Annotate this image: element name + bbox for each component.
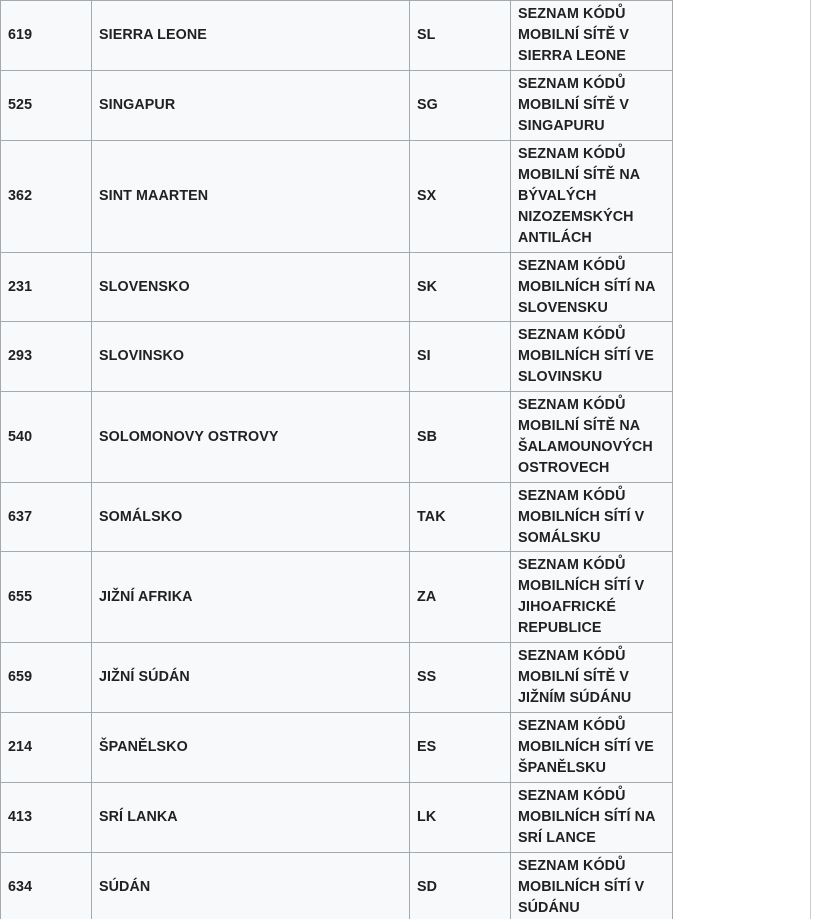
- country-cell: SIERRA LEONE: [92, 1, 410, 71]
- table-body: [1, 1, 673, 919]
- iso-code-cell: SD: [410, 853, 511, 919]
- network-list-line: MOBILNÍCH SÍTÍ VE: [518, 739, 654, 755]
- network-list-line: MOBILNÍCH SÍTÍ V: [518, 508, 645, 525]
- network-list-line: ANTILÁCH: [518, 230, 592, 246]
- network-list-line: SEZNAM KÓDŮ: [518, 557, 626, 573]
- network-list-line: MOBILNÍCH SÍTÍ NA: [518, 809, 656, 825]
- table-row: [1, 71, 673, 141]
- iso-code-cell: LK: [410, 783, 511, 853]
- table-row: [1, 392, 673, 483]
- network-list-line: NIZOZEMSKÝCH: [518, 209, 634, 225]
- iso-code-cell: SX: [410, 141, 511, 253]
- iso-code-cell: SL: [410, 1, 511, 71]
- network-list-cell: [511, 483, 673, 552]
- network-list-line: MOBILNÍCH SÍTÍ VE: [518, 348, 654, 364]
- network-list-line: SEZNAM KÓDŮ: [518, 648, 626, 664]
- network-list-line: SEZNAM KÓDŮ: [518, 718, 626, 734]
- table-row: [1, 1, 673, 71]
- country-cell: JIŽNÍ SÚDÁN: [92, 643, 410, 713]
- network-list-cell: [511, 392, 673, 483]
- country-cell: SRÍ LANKA: [92, 783, 410, 853]
- network-list-line: MOBILNÍ SÍTĚ NA: [518, 167, 641, 183]
- iso-code-cell: SK: [410, 253, 511, 322]
- network-list-line: SLOVENSKU: [518, 299, 608, 316]
- network-list-cell: [511, 643, 673, 713]
- network-list-line: SINGAPURU: [518, 118, 605, 134]
- table-row: [1, 643, 673, 713]
- network-list-cell: [511, 253, 673, 322]
- mcc-cell: 525: [1, 71, 92, 141]
- iso-code-cell: ES: [410, 713, 511, 783]
- network-list-cell: [511, 322, 673, 392]
- network-list-cell: [511, 141, 673, 253]
- mcc-cell: 293: [1, 322, 92, 392]
- network-list-line: SOMÁLSKU: [518, 529, 601, 546]
- network-list-line: MOBILNÍCH SÍTÍ NA: [518, 278, 656, 295]
- mcc-cell: 634: [1, 853, 92, 919]
- country-cell: SLOVINSKO: [92, 322, 410, 392]
- mcc-cell: 655: [1, 552, 92, 643]
- country-cell: SINT MAARTEN: [92, 141, 410, 253]
- iso-code-cell: SG: [410, 71, 511, 141]
- table-row: [1, 783, 673, 853]
- network-list-cell: [511, 1, 673, 71]
- network-list-line: MOBILNÍ SÍTĚ V: [518, 669, 630, 685]
- country-cell: JIŽNÍ AFRIKA: [92, 552, 410, 643]
- network-list-line: OSTROVECH: [518, 460, 610, 476]
- network-list-line: SEZNAM KÓDŮ: [518, 327, 626, 343]
- network-list-cell: [511, 552, 673, 643]
- network-list-cell: [511, 853, 673, 919]
- country-cell: SOMÁLSKO: [92, 483, 410, 552]
- network-list-line: SEZNAM KÓDŮ: [518, 788, 626, 804]
- table-row: [1, 141, 673, 253]
- iso-code-cell: SI: [410, 322, 511, 392]
- network-list-line: SEZNAM KÓDŮ: [518, 146, 626, 162]
- network-list-line: SÚDÁNU: [518, 900, 580, 916]
- network-list-line: ŠALAMOUNOVÝCH: [518, 439, 653, 455]
- network-list-line: SRÍ LANCE: [518, 830, 596, 846]
- network-list-line: JIŽNÍM SÚDÁNU: [518, 690, 632, 706]
- table-row: [1, 552, 673, 643]
- network-list-line: MOBILNÍ SÍTĚ V: [518, 27, 630, 43]
- table-row: [1, 713, 673, 783]
- network-list-line: SEZNAM KÓDŮ: [518, 487, 626, 504]
- mcc-cell: 362: [1, 141, 92, 253]
- iso-code-cell: SB: [410, 392, 511, 483]
- network-list-line: MOBILNÍ SÍTĚ V: [518, 97, 630, 113]
- network-list-line: SEZNAM KÓDŮ: [518, 76, 626, 92]
- mcc-cell: 540: [1, 392, 92, 483]
- network-list-cell: [511, 783, 673, 853]
- network-list-line: SEZNAM KÓDŮ: [518, 6, 626, 22]
- network-list-line: SEZNAM KÓDŮ: [518, 257, 626, 274]
- mcc-cell: 659: [1, 643, 92, 713]
- content-divider: [810, 0, 811, 919]
- iso-code-cell: ZA: [410, 552, 511, 643]
- network-list-line: ŠPANĚLSKU: [518, 760, 607, 776]
- network-list-line: SLOVINSKU: [518, 369, 603, 385]
- network-list-line: SEZNAM KÓDŮ: [518, 397, 626, 413]
- country-cell: SÚDÁN: [92, 853, 410, 919]
- mcc-cell: 637: [1, 483, 92, 552]
- table-row: [1, 483, 673, 552]
- network-list-line: MOBILNÍ SÍTĚ NA: [518, 418, 641, 434]
- country-cell: SLOVENSKO: [92, 253, 410, 322]
- network-list-cell: [511, 713, 673, 783]
- network-list-line: SIERRA LEONE: [518, 48, 626, 64]
- mcc-cell: 214: [1, 713, 92, 783]
- iso-code-cell: TAK: [410, 483, 511, 552]
- network-list-line: REPUBLICE: [518, 620, 602, 636]
- table-row: [1, 253, 673, 322]
- network-list-cell: [511, 71, 673, 141]
- country-cell: SINGAPUR: [92, 71, 410, 141]
- network-list-line: JIHOAFRICKÉ: [518, 599, 617, 615]
- mcc-cell: 619: [1, 1, 92, 71]
- iso-code-cell: SS: [410, 643, 511, 713]
- network-list-line: SEZNAM KÓDŮ: [518, 858, 626, 874]
- table-row: [1, 322, 673, 392]
- mcc-cell: 413: [1, 783, 92, 853]
- network-list-line: MOBILNÍCH SÍTÍ V: [518, 578, 645, 594]
- network-list-line: MOBILNÍCH SÍTÍ V: [518, 879, 645, 895]
- table-row: [1, 853, 673, 919]
- country-cell: ŠPANĚLSKO: [92, 713, 410, 783]
- country-cell: SOLOMONOVY OSTROVY: [92, 392, 410, 483]
- network-list-line: BÝVALÝCH: [518, 188, 597, 204]
- mcc-cell: 231: [1, 253, 92, 322]
